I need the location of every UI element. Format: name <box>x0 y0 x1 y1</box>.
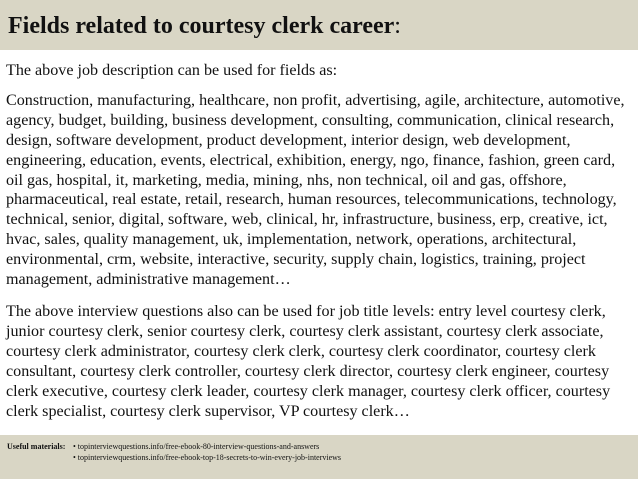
title-bar <box>0 0 638 50</box>
intro-paragraph: The above job description can be used for fields as: <box>6 62 338 79</box>
title-text: Fields related to courtesy clerk career <box>8 13 395 39</box>
footer-row <box>7 441 638 463</box>
page-title <box>8 13 638 39</box>
footer-label-text: Useful materials <box>7 442 63 451</box>
footer-label-colon: : <box>62 442 66 451</box>
slide-content <box>6 61 632 421</box>
footer-label <box>7 441 73 463</box>
footer-link-ebook-80-questions[interactable]: • topinterviewquestions.info/free-ebook-80-interview-questions-and-answers <box>73 442 320 451</box>
footer-links <box>73 441 341 463</box>
title-colon: : <box>394 13 401 39</box>
fields-list-paragraph: Construction, manufacturing, healthcare, non profit, advertising, agile, architecture, automotive, agency, budget, building, business development, consulting, communication, clinical research, design, software development, product development, interior design, web development, engineering, education, events, electrical, exhibition, energy, ngo, finance, fashion, green card, oil gas, hospital, it, marketing, media, mining, nhs, non technical, oil and gas, offshore, pharmaceutical, real estate, retail, research, human resources, telecommunications, technology, technical, senior, digital, software, web, clinical, hr, infrastructure, business, erp, creative, ict, hvac, sales, quality management, uk, implementation, network, operations, architectural, environmental, crm, website, interactive, security, supply chain, logistics, training, project management, administrative management… <box>6 91 625 289</box>
useful-materials-footer <box>0 435 638 479</box>
job-levels-paragraph: The above interview questions also can be used for job title levels: entry level courtesy clerk, junior courtesy clerk, senior courtesy clerk, courtesy clerk assistant, courtesy clerk associate, courtesy clerk administrator, courtesy clerk clerk, courtesy clerk coordinator, courtesy clerk consultant, courtesy clerk controller, courtesy clerk director, courtesy clerk engineer, courtesy clerk executive, courtesy clerk leader, courtesy clerk manager, courtesy clerk officer, courtesy clerk specialist, courtesy clerk supervisor, VP courtesy clerk… <box>6 302 611 420</box>
footer-link-ebook-top-18-secrets[interactable]: • topinterviewquestions.info/free-ebook-top-18-secrets-to-win-every-job-interviews <box>73 453 342 462</box>
